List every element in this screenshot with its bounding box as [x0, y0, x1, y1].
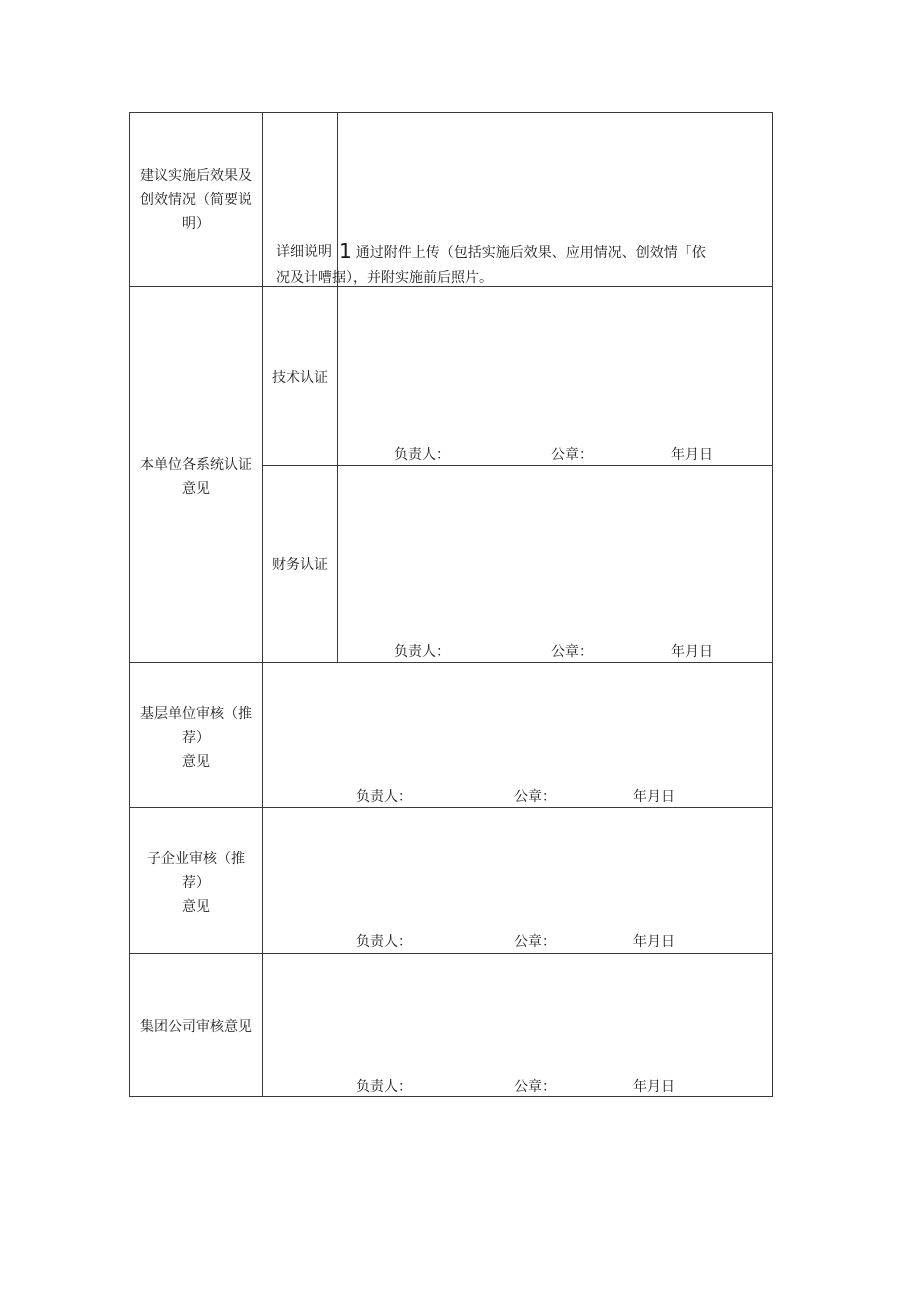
financial-signer-label: 负责人： — [394, 644, 450, 660]
technical-date-label: 年月日 — [671, 447, 713, 463]
subsidiary-seal-label: 公章： — [514, 934, 556, 950]
financial-certification-label: 财务认证 — [272, 557, 328, 573]
detail-note-text: 通过附件上传（包括实施后效果、应用情况、创效情「依 — [355, 245, 706, 261]
group-review-label: 集团公司审核意见 — [140, 1019, 252, 1035]
detail-label: 详细说明 — [276, 244, 332, 260]
grassroots-seal-label: 公章： — [514, 789, 556, 805]
grassroots-date-label: 年月日 — [633, 789, 675, 805]
column-divider — [262, 112, 263, 1097]
effect-label: 建议实施后效果及 创效情况（简要说 明） — [140, 168, 252, 232]
grassroots-review-label: 基层单位审核（推 荐） 意见 — [140, 706, 252, 770]
group-seal-label: 公章： — [514, 1079, 556, 1095]
certification-label: 本单位各系统认证 意见 — [140, 457, 252, 497]
subsidiary-review-label: 子企业审核（推 荐） 意见 — [147, 851, 245, 915]
detail-note-first-line — [339, 240, 706, 265]
technical-signer-label: 负责人： — [394, 447, 450, 463]
detail-note-number: 1 — [339, 239, 352, 263]
column-divider — [337, 112, 338, 663]
row-divider — [129, 807, 773, 808]
technical-certification-label: 技术认证 — [272, 370, 328, 386]
grassroots-signer-label: 负责人： — [356, 789, 412, 805]
group-date-label: 年月日 — [633, 1079, 675, 1095]
detail-note-second-line: 况及计嘈据），并附实施前后照片。 — [276, 270, 493, 286]
table-border-left — [129, 112, 130, 1097]
table-border-bottom — [129, 1096, 773, 1097]
table-border-right — [772, 112, 773, 1097]
group-signer-label: 负责人： — [356, 1079, 412, 1095]
financial-seal-label: 公章： — [551, 644, 593, 660]
subsidiary-signer-label: 负责人： — [356, 934, 412, 950]
subsidiary-date-label: 年月日 — [633, 934, 675, 950]
row-divider — [129, 953, 773, 954]
table-border-top — [129, 112, 773, 113]
financial-date-label: 年月日 — [671, 644, 713, 660]
technical-seal-label: 公章： — [551, 447, 593, 463]
